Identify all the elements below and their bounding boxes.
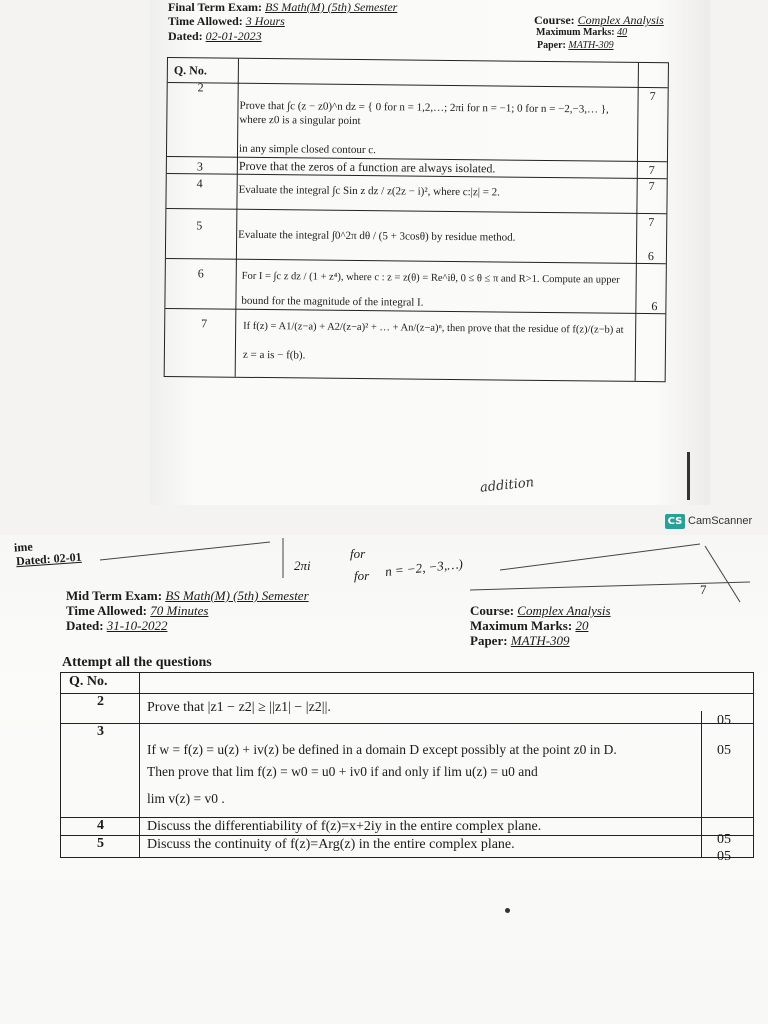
mid-paper-label: Paper: xyxy=(470,633,508,648)
fragment-seven: 7 xyxy=(700,582,707,597)
camscanner-logo-icon: CS xyxy=(665,514,685,529)
fragment-2pi: 2πi xyxy=(294,558,311,573)
mid-max-marks xyxy=(470,618,588,634)
mid-q-number: 4 xyxy=(97,818,104,833)
final-q-text-cont: bound for the magnitude of the integral I. xyxy=(241,294,424,309)
mid-row-divider xyxy=(61,723,753,724)
final-row-divider xyxy=(165,308,665,314)
mid-row-divider xyxy=(61,835,753,836)
mid-exam-value: BS Math(M) (5th) Semester xyxy=(165,588,309,603)
final-header-qno: Q. No. xyxy=(173,63,207,78)
final-q-text: Evaluate the integral ∫c Sin z dz / z(2z − i)², where c:|z| = 2. xyxy=(238,183,501,199)
final-row-divider xyxy=(168,82,668,88)
final-exam-title xyxy=(168,0,397,15)
mid-col-divider xyxy=(139,673,140,857)
mid-exam-title xyxy=(66,588,309,604)
mid-marks-label: Maximum Marks: xyxy=(470,618,573,633)
mid-course-label: Course: xyxy=(470,603,515,618)
ink-dot xyxy=(505,908,510,913)
mid-paper xyxy=(470,633,570,649)
final-marks-label: Maximum Marks: xyxy=(536,27,615,38)
final-time-value: 3 Hours xyxy=(245,14,285,28)
final-q-text: Prove that the zeros of a function are always isolated. xyxy=(238,158,496,176)
final-col-divider xyxy=(235,59,239,377)
final-q-text-cont: in any simple closed contour c. xyxy=(238,142,376,157)
final-q-marks: 7 xyxy=(648,179,655,194)
final-max-marks xyxy=(536,27,627,38)
mid-time-allowed xyxy=(66,603,208,619)
final-dated-value: 02-01-2023 xyxy=(205,29,262,43)
final-exam-value: BS Math(M) (5th) Semester xyxy=(265,0,398,14)
final-dated xyxy=(168,29,262,44)
mid-course xyxy=(470,603,611,619)
fragment-dated: Dated: 02-01 xyxy=(15,549,83,569)
mid-dated-label: Dated: xyxy=(66,618,104,633)
final-paper-value: MATH-309 xyxy=(568,40,614,51)
final-time-label: Time Allowed: xyxy=(168,14,243,28)
mid-q-text: If w = f(z) = u(z) + iv(z) be defined in a domain D except possibly at the point z0 in D. xyxy=(147,742,617,757)
fragment-for: for xyxy=(354,568,370,583)
mid-row-divider xyxy=(61,817,753,818)
pen-mark xyxy=(687,452,690,500)
mid-course-value: Complex Analysis xyxy=(517,603,611,618)
mid-header-qno: Q. No. xyxy=(69,674,108,689)
final-q-marks: 7 xyxy=(648,163,655,178)
final-row-divider xyxy=(166,208,666,214)
mid-exam-label: Mid Term Exam: xyxy=(66,588,163,603)
final-course-label: Course: xyxy=(534,13,575,27)
final-dated-label: Dated: xyxy=(168,29,203,43)
final-course-value: Complex Analysis xyxy=(577,13,664,27)
final-q-number: 6 xyxy=(197,266,204,281)
mid-question-table xyxy=(60,672,754,864)
final-q-text: Prove that ∫c (z − z0)^n dz = { 0 for n = 1,2,…; 2πi for n = −1; 0 for n = −2,−3,… }, where z0 is a singular point xyxy=(239,99,609,128)
mid-row-divider xyxy=(61,693,753,694)
final-q-number: 7 xyxy=(201,316,208,331)
mid-q-text-line3: lim v(z) = v0 . xyxy=(147,791,225,806)
mid-q-number: 2 xyxy=(97,694,104,709)
final-q-text: For I = ∫c z dz / (1 + z⁴), where c : z = z(θ) = Re^iθ, 0 ≤ θ ≤ π and R>1. Compute an upper xyxy=(241,270,620,286)
mid-q-text-line2: Then prove that lim f(z) = w0 = u0 + iv0 if and only if lim u(z) = u0 and xyxy=(147,764,538,779)
mid-time-label: Time Allowed: xyxy=(66,603,148,618)
final-q-text: Evaluate the integral ∫0^2π dθ / (5 + 3cosθ) by residue method. xyxy=(238,228,516,244)
mid-paper-value: MATH-309 xyxy=(510,633,570,648)
final-paper-label: Paper: xyxy=(537,40,566,51)
fragment-for: for xyxy=(350,546,366,561)
mid-marks-value: 20 xyxy=(575,618,589,633)
fragment-time: ime xyxy=(13,539,34,555)
final-q-number: 2 xyxy=(197,80,204,95)
mid-q-marks: 05 xyxy=(717,743,731,758)
mid-time-value: 70 Minutes xyxy=(150,603,209,618)
fragment-n: n = −2, −3,…) xyxy=(384,555,464,580)
final-q-marks: 6 xyxy=(647,249,655,264)
mid-q-number: 3 xyxy=(97,724,104,739)
final-course xyxy=(534,13,664,28)
mid-q-text: Discuss the differentiability of f(z)=x+2iy in the entire complex plane. xyxy=(147,819,542,834)
mid-q-marks: 05 xyxy=(717,849,731,864)
mid-q-marks: 05 xyxy=(717,832,731,847)
final-q-number: 4 xyxy=(196,176,203,191)
final-exam-label: Final Term Exam: xyxy=(168,0,263,14)
final-col-divider xyxy=(635,63,639,381)
mid-dated xyxy=(66,618,167,634)
mid-dated-value: 31-10-2022 xyxy=(106,618,168,633)
final-q-text: If f(z) = A1/(z−a) + A2/(z−a)² + … + An/(z−a)ⁿ, then prove that the residue of f(z)/(z−b) at xyxy=(243,320,624,336)
final-q-marks: 7 xyxy=(649,89,656,104)
final-row-divider xyxy=(166,258,666,264)
mid-q-number: 5 xyxy=(97,836,104,851)
mid-instruction: Attempt all the questions xyxy=(62,655,212,670)
final-q-marks: 7 xyxy=(648,215,655,230)
final-marks-value: 40 xyxy=(617,27,628,38)
final-paper xyxy=(537,40,614,51)
final-q-number: 5 xyxy=(196,218,203,233)
final-question-table xyxy=(164,57,669,382)
mid-q-text: Prove that |z1 − z2| ≥ ||z1| − |z2||. xyxy=(147,700,331,715)
camscanner-label: CamScanner xyxy=(688,515,753,527)
mid-q-text: Discuss the continuity of f(z)=Arg(z) in the entire complex plane. xyxy=(147,837,515,852)
final-q-text-cont: z = a is − f(b). xyxy=(242,348,306,362)
final-q-marks: 6 xyxy=(651,299,658,314)
final-q-number: 3 xyxy=(196,159,203,174)
mid-q-marks: 05 xyxy=(717,713,731,728)
handwritten-note: addition xyxy=(479,475,535,496)
final-time-allowed xyxy=(168,14,285,29)
